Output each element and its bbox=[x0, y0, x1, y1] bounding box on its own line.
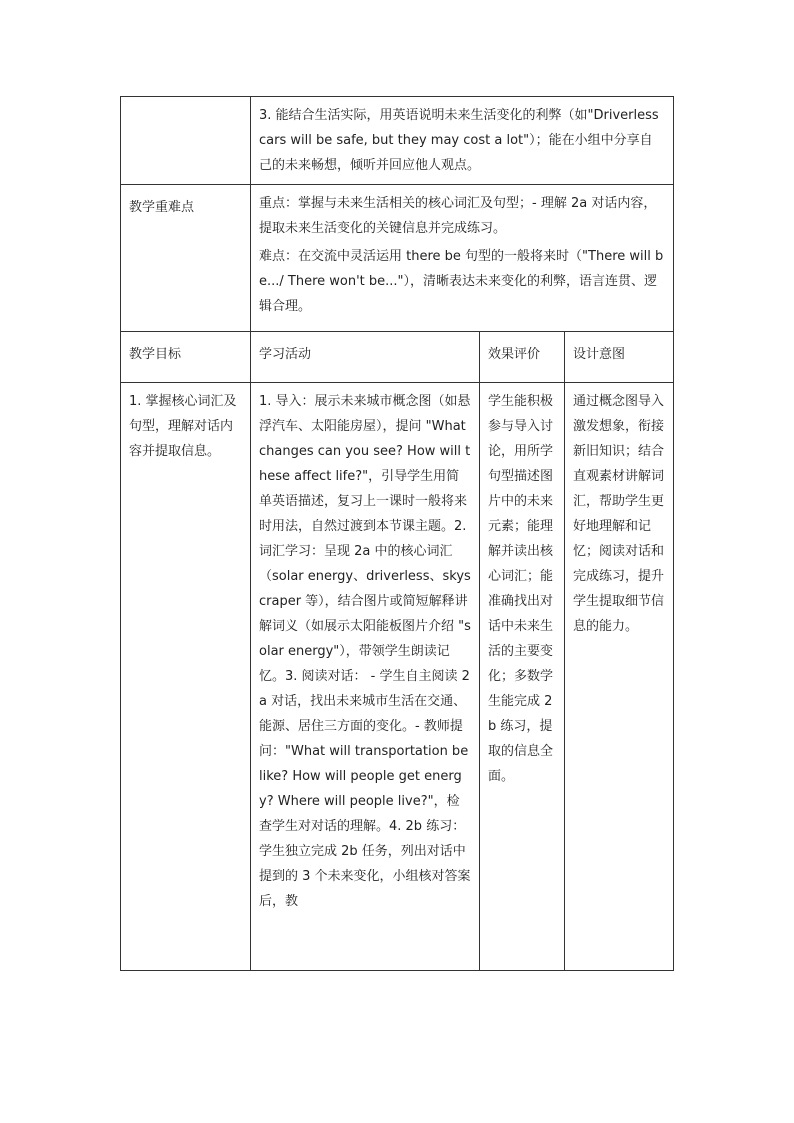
header-goal: 教学目标 bbox=[121, 332, 251, 383]
key-point-text: 重点：掌握与未来生活相关的核心词汇及句型；- 理解 2a 对话内容，提取未来生活变化的关键信息并完成练习。 bbox=[259, 196, 657, 236]
lesson-plan-table bbox=[120, 96, 674, 971]
header-activity: 学习活动 bbox=[251, 332, 480, 383]
activity-text: 1. 导入：展示未来城市概念图（如悬浮汽车、太阳能房屋），提问 "What changes can you see? How will these affect life?"，引导学生用简单英语描述，复习上一课时一般将来时用法，自然过渡到本节课主题。2. 词汇学习：呈现 2a 中的核心词汇（solar energy、driverless、skyscraper 等），结合图片或简短解释讲解词义（如展示太阳能板图片介绍 "solar energy"），带领学生朗读记忆。3. 阅读对话： - 学生自主阅读 2a 对话，找出未来城市生活在交通、能源、居住三方面的变化。- 教师提问："What will transportation be like? How will people get energy? Where will people live?"，检查学生对对话的理解。4. 2b 练习：学生独立完成 2b 任务，列出对话中提到的 3 个未来变化，小组核对答案后，教 bbox=[259, 394, 471, 909]
header-evaluation: 效果评价 bbox=[480, 332, 565, 383]
goal-text: 1. 掌握核心词汇及句型，理解对话内容并提取信息。 bbox=[129, 394, 237, 459]
key-difficult-points-row bbox=[121, 185, 674, 332]
intent-cell bbox=[565, 383, 674, 971]
difficult-point-text: 难点：在交流中灵活运用 there be 句型的一般将来时（"There will be.../ There won't be..."），清晰表达未来变化的利弊，语言连贯、逻辑合理。 bbox=[259, 249, 664, 314]
activity-cell bbox=[251, 383, 480, 971]
header-intent: 设计意图 bbox=[565, 332, 674, 383]
intent-text: 通过概念图导入激发想象，衔接新旧知识；结合直观素材讲解词汇，帮助学生更好地理解和记忆；阅读对话和完成练习，提升学生提取细节信息的能力。 bbox=[573, 394, 665, 634]
objective-3-text: 3. 能结合生活实际，用英语说明未来生活变化的利弊（如"Driverless cars will be safe, but they may cost a lot"）；能在小组中分享自己的未来畅想，倾听并回应他人观点。 bbox=[259, 108, 659, 173]
key-points-label: 教学重难点 bbox=[121, 185, 251, 332]
evaluation-cell bbox=[480, 383, 565, 971]
content-row bbox=[121, 383, 674, 971]
header-row bbox=[121, 332, 674, 383]
objective-continued-cell bbox=[251, 97, 674, 185]
key-points-cell bbox=[251, 185, 674, 332]
objective-continued-row bbox=[121, 97, 674, 185]
empty-label-cell bbox=[121, 97, 251, 185]
goal-cell bbox=[121, 383, 251, 971]
evaluation-text: 学生能积极参与导入讨论，用所学句型描述图片中的未来元素；能理解并读出核心词汇；能准确找出对话中未来生活的主要变化；多数学生能完成 2b 练习，提取的信息全面。 bbox=[488, 394, 554, 784]
